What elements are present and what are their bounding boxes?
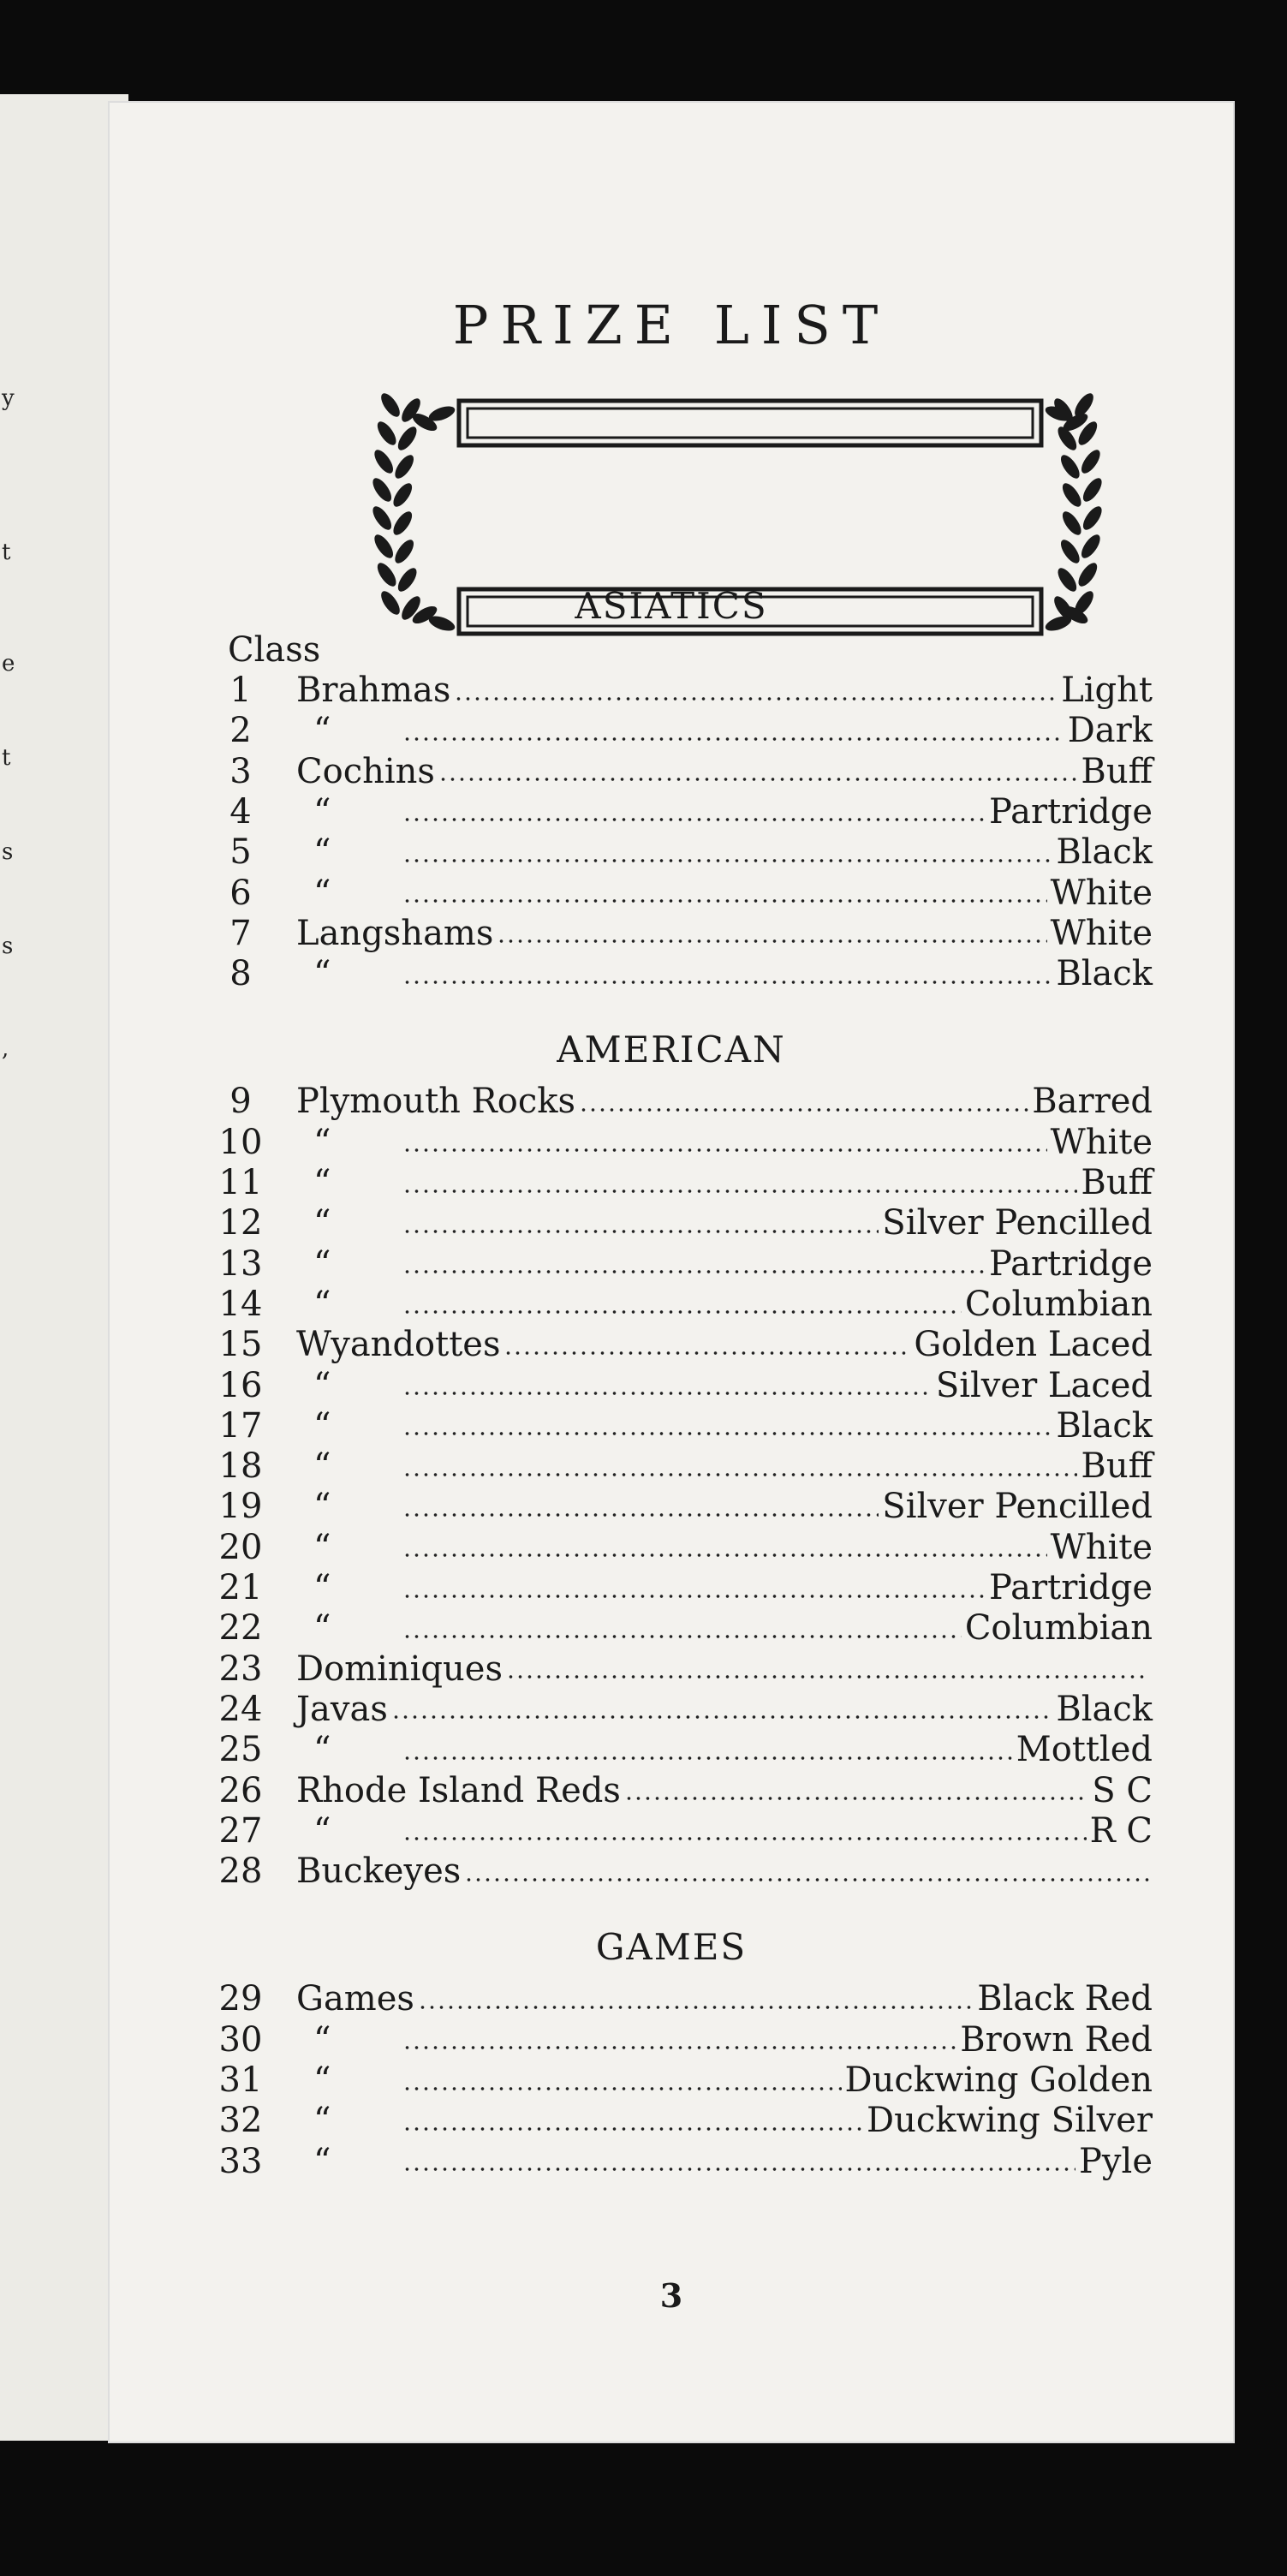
class-number: 26 — [218, 1770, 263, 1810]
prize-class-row — [202, 874, 1153, 914]
prize-class-row — [202, 1979, 1153, 2019]
leader-dots — [402, 1431, 1052, 1436]
prize-class-row — [202, 1487, 1153, 1527]
class-number: 33 — [218, 2141, 263, 2181]
class-number: 15 — [218, 1325, 263, 1365]
breed-name: Plymouth Rocks — [296, 1082, 575, 1122]
laurel-leaf — [1080, 475, 1105, 504]
ditto-mark: “ — [313, 1203, 331, 1243]
variety-name: Partridge — [989, 1568, 1153, 1607]
variety-name: Columbian — [964, 1608, 1153, 1649]
class-number: 14 — [218, 1284, 263, 1324]
class-number: 8 — [229, 954, 252, 994]
variety-name: Silver Laced — [935, 1365, 1153, 1405]
prize-class-row — [202, 1730, 1153, 1770]
laurel-leaf — [1059, 480, 1085, 510]
variety-name: Barred — [1032, 1082, 1153, 1122]
laurel-leaf — [395, 424, 420, 453]
prize-class-row — [202, 2020, 1153, 2060]
laurel-leaf — [1058, 452, 1083, 481]
prize-class-row — [202, 1446, 1153, 1487]
breed-name: Langshams — [296, 913, 494, 953]
prize-class-row — [202, 1811, 1153, 1852]
leader-dots — [402, 1594, 986, 1599]
prize-class-row — [202, 752, 1153, 792]
leader-dots — [402, 1189, 1077, 1194]
class-number: 9 — [229, 1082, 252, 1122]
class-number: 17 — [218, 1405, 263, 1446]
page-number: 3 — [659, 2276, 683, 2315]
prize-class-row — [202, 1852, 1153, 1892]
class-number: 10 — [218, 1122, 263, 1162]
leader-dots — [402, 1836, 1087, 1841]
ditto-mark: “ — [313, 1122, 331, 1162]
prize-class-row — [202, 1608, 1153, 1649]
prize-class-row — [202, 711, 1153, 751]
leader-dots — [579, 1107, 1028, 1112]
ditto-mark: “ — [313, 1608, 331, 1649]
leader-dots — [402, 1269, 986, 1274]
adjacent-page-text-fragment: s — [2, 839, 14, 865]
prize-class-row — [202, 1325, 1153, 1365]
laurel-leaf — [1059, 509, 1085, 538]
ditto-mark: “ — [313, 2060, 331, 2100]
class-number: 12 — [218, 1203, 263, 1243]
ditto-mark: “ — [313, 954, 331, 994]
leader-dots — [497, 939, 1046, 944]
prize-class-row — [202, 1649, 1153, 1690]
ditto-mark: “ — [313, 873, 331, 913]
prize-class-row — [202, 2060, 1153, 2101]
section-heading: AMERICAN — [557, 1029, 786, 1071]
adjacent-page-text-fragment: e — [2, 651, 15, 677]
class-number: 31 — [218, 2060, 263, 2100]
ditto-mark: “ — [313, 1446, 331, 1487]
prize-class-row — [202, 1690, 1153, 1730]
laurel-leaf — [390, 509, 415, 538]
class-number: 11 — [218, 1163, 263, 1202]
prize-class-row — [202, 1528, 1153, 1568]
class-number: 5 — [229, 832, 252, 873]
variety-name: White — [1050, 1527, 1153, 1567]
ditto-mark: “ — [313, 1405, 331, 1446]
laurel-leaf — [371, 532, 396, 561]
leader-dots — [503, 1351, 910, 1356]
leader-dots — [402, 2045, 956, 2050]
prize-class-row — [202, 914, 1153, 954]
variety-name: Duckwing Golden — [844, 2060, 1153, 2100]
variety-name: Buff — [1081, 751, 1153, 791]
breed-name: Games — [296, 1979, 414, 2019]
variety-name: Brown Red — [960, 2019, 1153, 2060]
leader-dots — [418, 2005, 974, 2010]
leader-dots — [402, 980, 1052, 985]
leader-dots — [402, 817, 986, 822]
variety-name: Black — [1056, 954, 1153, 994]
variety-name: Black Red — [977, 1979, 1153, 2019]
class-number: 30 — [218, 2019, 263, 2060]
variety-name: R C — [1089, 1810, 1153, 1851]
variety-name: Mottled — [1016, 1730, 1153, 1770]
class-number: 2 — [229, 711, 252, 751]
leader-dots — [438, 777, 1077, 782]
leader-dots — [402, 2086, 842, 2091]
laurel-leaf — [374, 419, 400, 448]
prize-list-page — [108, 101, 1235, 2443]
prize-class-row — [202, 1203, 1153, 1243]
class-number: 32 — [218, 2101, 263, 2141]
leader-dots — [402, 2167, 1075, 2172]
prize-class-row — [202, 1366, 1153, 1406]
class-number: 28 — [218, 1852, 263, 1892]
ditto-mark: “ — [313, 832, 331, 873]
laurel-leaf — [391, 537, 417, 566]
variety-name: Silver Pencilled — [882, 1487, 1153, 1527]
variety-name: White — [1050, 913, 1153, 953]
variety-name: Dark — [1067, 711, 1153, 751]
ditto-mark: “ — [313, 1243, 331, 1284]
class-number: 22 — [218, 1608, 263, 1649]
leader-dots — [402, 1634, 962, 1639]
class-column-label: Class — [228, 630, 321, 670]
ditto-mark: “ — [313, 1568, 331, 1607]
leader-dots — [402, 1756, 1013, 1761]
breed-name: Rhode Island Reds — [296, 1770, 621, 1810]
adjacent-page-text-fragment: s — [2, 933, 14, 959]
variety-name: Buff — [1081, 1163, 1153, 1202]
variety-name: Black — [1056, 1689, 1153, 1729]
laurel-leaf — [1078, 532, 1104, 561]
prize-class-row — [202, 1163, 1153, 1203]
page-title: PRIZE LIST — [452, 294, 891, 356]
variety-name: White — [1050, 1122, 1153, 1162]
ditto-mark: “ — [313, 1365, 331, 1405]
section-heading: GAMES — [595, 1926, 748, 1969]
ditto-mark: “ — [313, 1810, 331, 1851]
class-number: 27 — [218, 1810, 263, 1851]
leader-dots — [402, 1391, 932, 1396]
section-heading: ASIATICS — [575, 585, 768, 627]
prize-class-row — [202, 792, 1153, 832]
adjacent-page-text-fragment: , — [2, 1036, 9, 1062]
leader-dots — [391, 1714, 1052, 1720]
prize-class-row — [202, 1123, 1153, 1163]
laurel-leaf — [1080, 504, 1105, 533]
leader-dots — [402, 1553, 1047, 1558]
prize-class-row — [202, 2101, 1153, 2141]
prize-class-row — [202, 671, 1153, 711]
ditto-mark: “ — [313, 2101, 331, 2141]
leader-dots — [402, 858, 1052, 863]
prize-class-row — [202, 832, 1153, 873]
variety-name: Duckwing Silver — [867, 2101, 1153, 2141]
laurel-leaf — [390, 480, 415, 510]
leader-dots — [402, 1229, 879, 1234]
prize-class-row — [202, 1285, 1153, 1325]
class-number: 16 — [218, 1365, 263, 1405]
breed-name: Brahmas — [296, 671, 451, 710]
prize-class-row — [202, 954, 1153, 994]
ditto-mark: “ — [313, 711, 331, 751]
prize-class-row — [202, 1082, 1153, 1122]
variety-name: Black — [1056, 832, 1153, 873]
leader-dots — [506, 1674, 1149, 1679]
class-number: 13 — [218, 1243, 263, 1284]
leader-dots — [402, 1512, 879, 1518]
class-number: 1 — [229, 671, 252, 710]
class-number: 25 — [218, 1730, 263, 1770]
class-number: 29 — [218, 1979, 263, 2019]
ditto-mark: “ — [313, 2019, 331, 2060]
leader-dots — [464, 1877, 1149, 1882]
laurel-leaf — [1058, 537, 1083, 566]
variety-name: Pyle — [1079, 2141, 1153, 2181]
class-number: 20 — [218, 1527, 263, 1567]
prize-class-row — [202, 1568, 1153, 1608]
variety-name: Columbian — [964, 1284, 1153, 1324]
breed-name: Dominiques — [296, 1649, 503, 1689]
class-number: 18 — [218, 1446, 263, 1487]
variety-name: Buff — [1081, 1446, 1153, 1487]
adjacent-page-text-fragment: t — [2, 540, 11, 565]
laurel-leaf — [371, 447, 396, 476]
breed-name: Buckeyes — [296, 1852, 462, 1892]
laurel-leaf — [391, 452, 417, 481]
variety-name: S C — [1092, 1770, 1153, 1810]
laurel-leaf — [1078, 447, 1104, 476]
ditto-mark: “ — [313, 1527, 331, 1567]
class-number: 21 — [218, 1568, 263, 1607]
leader-dots — [402, 1148, 1047, 1153]
class-number: 19 — [218, 1487, 263, 1527]
variety-name: White — [1050, 873, 1153, 913]
ditto-mark: “ — [313, 2141, 331, 2181]
prize-class-row — [202, 1406, 1153, 1446]
leader-dots — [624, 1796, 1088, 1801]
class-number: 3 — [229, 751, 252, 791]
leader-dots — [402, 2126, 863, 2132]
breed-name: Cochins — [296, 751, 435, 791]
ditto-mark: “ — [313, 1730, 331, 1770]
variety-name: Partridge — [989, 791, 1153, 832]
laurel-leaf — [369, 504, 395, 533]
class-number: 7 — [229, 913, 252, 953]
variety-name: Partridge — [989, 1243, 1153, 1284]
laurel-leaf — [369, 475, 395, 504]
leader-dots — [402, 736, 1064, 742]
leader-dots — [402, 1309, 962, 1315]
leader-dots — [402, 1472, 1077, 1477]
breed-name: Javas — [296, 1689, 388, 1729]
variety-name: Black — [1056, 1405, 1153, 1446]
ditto-mark: “ — [313, 1487, 331, 1527]
prize-class-row — [202, 2142, 1153, 2182]
ditto-mark: “ — [313, 791, 331, 832]
variety-name: Silver Pencilled — [882, 1203, 1153, 1243]
breed-name: Wyandottes — [296, 1325, 501, 1365]
variety-name: Golden Laced — [914, 1325, 1153, 1365]
adjacent-page-text-fragment: t — [2, 745, 11, 771]
ditto-mark: “ — [313, 1163, 331, 1202]
class-number: 6 — [229, 873, 252, 913]
variety-name: Light — [1061, 671, 1153, 710]
class-number: 4 — [229, 791, 252, 832]
ditto-mark: “ — [313, 1284, 331, 1324]
leader-dots — [402, 898, 1047, 903]
class-number: 24 — [218, 1689, 263, 1729]
leader-dots — [454, 696, 1058, 701]
prize-class-row — [202, 1771, 1153, 1811]
prize-class-row — [202, 1244, 1153, 1285]
adjacent-page-text-fragment: y — [2, 385, 15, 411]
laurel-leaf — [378, 391, 403, 420]
class-number: 23 — [218, 1649, 263, 1689]
